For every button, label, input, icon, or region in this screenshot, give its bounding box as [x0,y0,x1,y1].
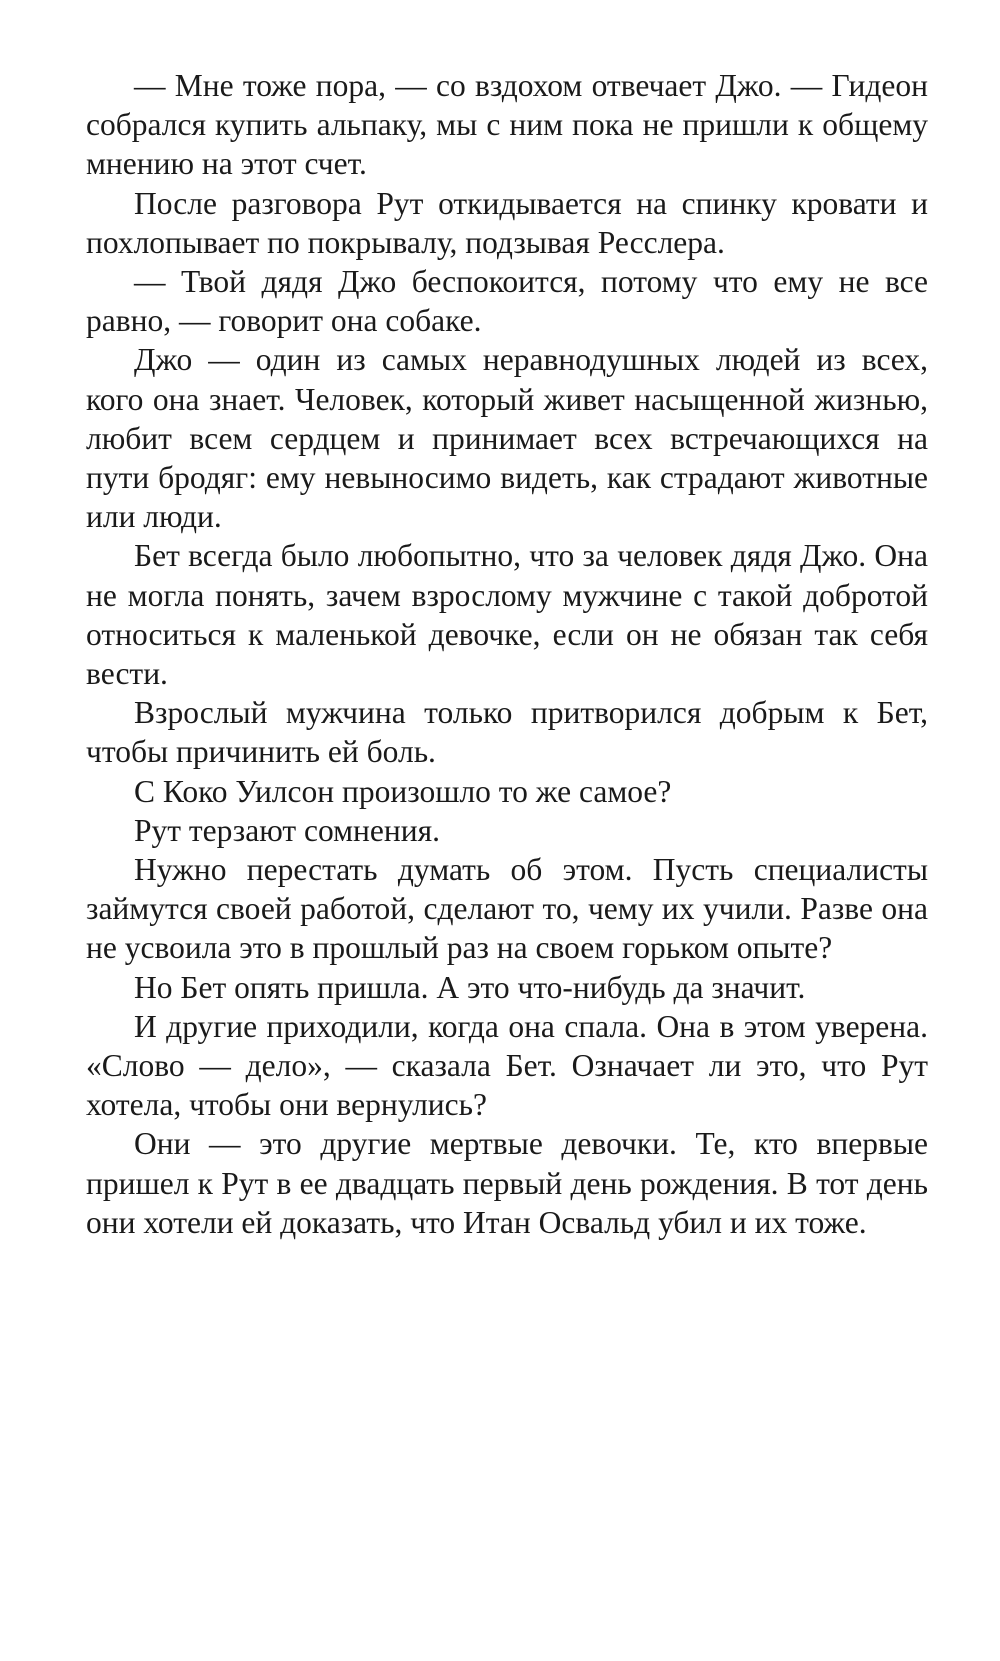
paragraph: После разговора Рут откидывается на спинку кровати и похлопывает по покрывалу, подзывая Ресслера. [86,185,928,260]
paragraph: Бет всегда было любопытно, что за человек дядя Джо. Она не могла понять, зачем взрослому мужчине с такой добротой относиться к маленькой девочке, если он не обязан так себя вести. [86,538,928,692]
paragraph: Взрослый мужчина только притворился добрым к Бет, чтобы причинить ей боль. [86,695,928,770]
paragraph: — Твой дядя Джо беспокоится, потому что ему не все равно, — говорит она собаке. [86,264,928,339]
paragraph: И другие приходили, когда она спала. Она в этом уверена. «Слово — дело», — сказала Бет. Означает ли это, что Рут хотела, чтобы они вернулись? [86,1008,928,1123]
paragraph: Нужно перестать думать об этом. Пусть специалисты займутся своей работой, сделают то, чему их учили. Разве она не усвоила это в прошлый раз на своем горьком опыте? [86,852,928,966]
paragraph: С Коко Уилсон произошло то же самое? [134,773,672,809]
paragraph: Они — это другие мертвые девочки. Те, кто впервые пришел к Рут в ее двадцать первый день рождения. В тот день они хотели ей доказать, что Итан Освальд убил и их тоже. [86,1126,928,1240]
paragraph: Рут терзают сомнения. [134,812,440,848]
paragraph: — Мне тоже пора, — со вздохом отвечает Джо. — Гидеон собрался купить альпаку, мы с ним пока не пришли к общему мнению на этот счет. [86,68,928,182]
paragraph: Джо — один из самых неравнодушных людей из всех, кого она знает. Человек, который живет насыщенной жизнью, любит всем сердцем и принимает всех встречающихся на пути бродяг: ему невыносимо видеть, как страдают животные или люди. [86,342,928,535]
paragraph: Но Бет опять пришла. А это что-нибудь да значит. [134,969,806,1005]
book-page [86,66,928,1242]
